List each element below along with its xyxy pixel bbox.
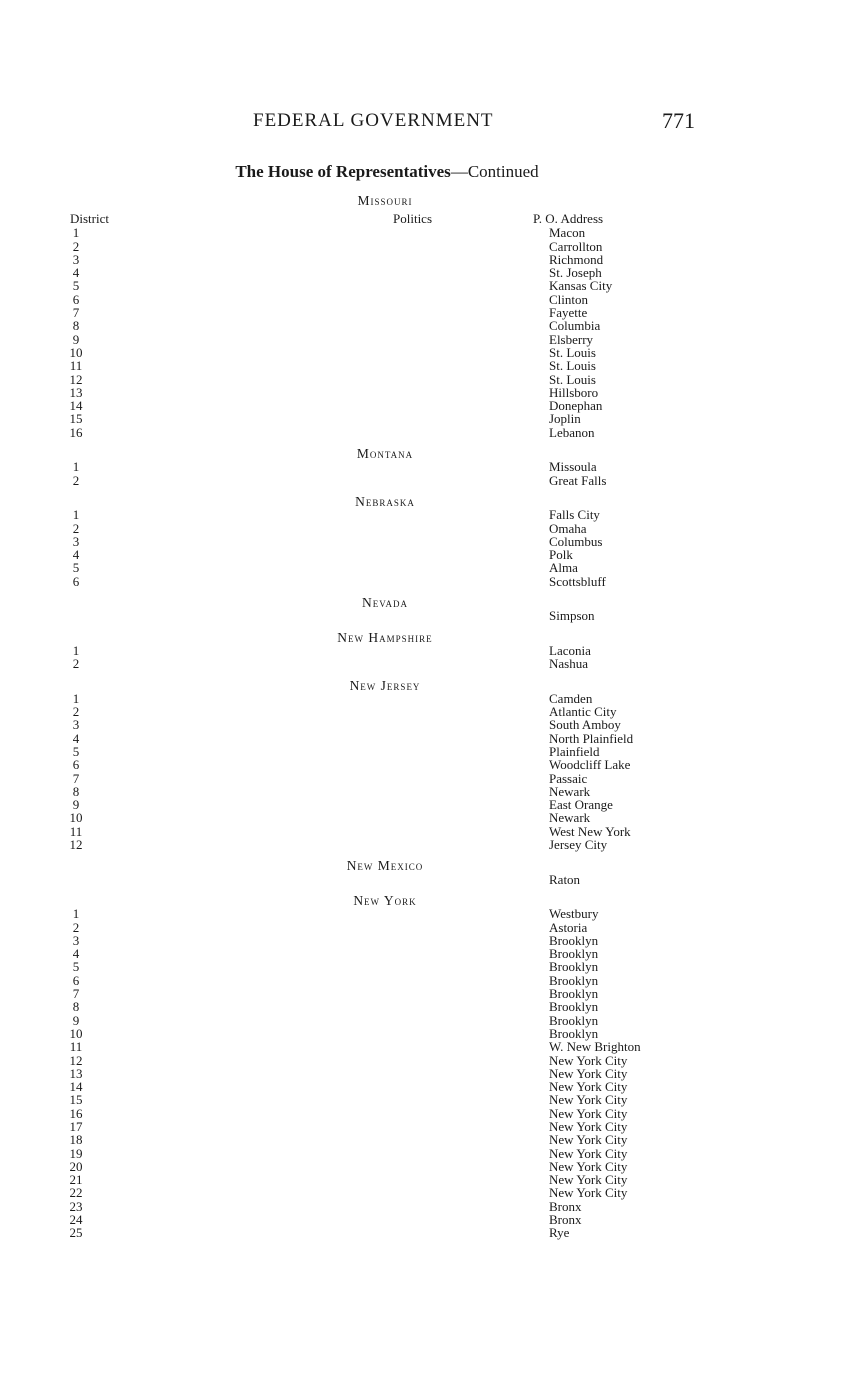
post-office-address: Fayette (549, 305, 588, 321)
state-heading: New Mexico (346, 858, 424, 874)
post-office-address: Brooklyn (549, 946, 599, 962)
post-office-address: Plainfield (549, 743, 600, 759)
member-row (0, 1014, 859, 1027)
member-row (0, 319, 859, 332)
post-office-address: Missoula (549, 459, 597, 475)
post-office-address: Nashua (549, 656, 588, 672)
post-office-address: New York City (549, 1079, 628, 1095)
post-office-address: Alma (549, 560, 578, 576)
district-number: 13 (69, 384, 83, 400)
district-number: 25 (69, 1225, 83, 1241)
member-row (0, 609, 859, 622)
member-row (0, 399, 859, 412)
post-office-address: Newark (549, 783, 591, 799)
state-heading: Nebraska (355, 493, 415, 509)
district-number: 10 (69, 344, 83, 360)
running-head: FEDERAL GOVERNMENT (253, 110, 494, 131)
district-number: 10 (69, 810, 83, 826)
member-row (0, 811, 859, 824)
member-row (0, 1186, 859, 1199)
post-office-address: East Orange (549, 797, 613, 813)
district-number: 12 (69, 371, 83, 387)
post-office-address: Woodcliff Lake (549, 757, 631, 773)
member-row (0, 293, 859, 306)
district-number: 13 (69, 1065, 83, 1081)
post-office-address: Passaic (549, 770, 588, 786)
post-office-address: Omaha (549, 520, 587, 536)
district-number: 8 (72, 999, 80, 1015)
district-number: 5 (72, 743, 80, 759)
district-number: 18 (69, 1132, 83, 1148)
representatives-list (0, 194, 859, 1240)
post-office-address: Donephan (549, 398, 603, 414)
district-number: 1 (72, 459, 80, 475)
district-number: 1 (72, 906, 80, 922)
member-row (0, 386, 859, 399)
district-number: 16 (69, 424, 83, 440)
section-gap (0, 671, 859, 679)
section-gap (0, 487, 859, 495)
member-row (0, 575, 859, 588)
member-row (0, 508, 859, 521)
section-title-main: The House of Representatives (235, 162, 451, 181)
district-number: 5 (72, 278, 80, 294)
state-heading: New Jersey (349, 677, 421, 693)
member-row (0, 266, 859, 279)
post-office-address: Macon (549, 225, 586, 241)
district-number: 11 (69, 358, 83, 374)
member-row (0, 838, 859, 851)
district-number: 12 (69, 1052, 83, 1068)
district-number: 15 (69, 1092, 83, 1108)
district-number: 2 (72, 704, 80, 720)
post-office-address: Joplin (549, 411, 581, 427)
district-number: 19 (69, 1145, 83, 1161)
member-row (0, 1226, 859, 1239)
district-number: 7 (72, 770, 80, 786)
district-number: 9 (72, 1012, 80, 1028)
post-office-address: New York City (549, 1105, 628, 1121)
district-number: 2 (72, 472, 80, 488)
post-office-address: Lebanon (549, 424, 595, 440)
post-office-address: South Amboy (549, 717, 621, 733)
post-office-address: Brooklyn (549, 999, 599, 1015)
district-number: 11 (69, 823, 83, 839)
member-row (0, 226, 859, 239)
member-row (0, 1120, 859, 1133)
district-number: 12 (69, 837, 83, 853)
post-office-address: Camden (549, 690, 593, 706)
section-gap (0, 439, 859, 447)
member-row (0, 373, 859, 386)
post-office-address: New York City (549, 1145, 628, 1161)
post-office-address: Great Falls (549, 472, 607, 488)
section-title (0, 162, 774, 182)
member-row (0, 522, 859, 535)
member-row (0, 1173, 859, 1186)
district-number: 1 (72, 507, 80, 523)
member-row (0, 705, 859, 718)
post-office-address: Falls City (549, 507, 600, 523)
member-row (0, 960, 859, 973)
member-row (0, 987, 859, 1000)
post-office-address: Hillsboro (549, 384, 599, 400)
member-row (0, 1147, 859, 1160)
district-number: 1 (72, 225, 80, 241)
post-office-address: New York City (549, 1092, 628, 1108)
district-number: 22 (69, 1185, 83, 1201)
section-gap (0, 588, 859, 596)
address-column-header: P. O. Address (533, 211, 604, 227)
member-row (0, 1107, 859, 1120)
politics-column-header: Politics (393, 211, 433, 227)
district-number: 2 (72, 656, 80, 672)
member-row (0, 561, 859, 574)
member-row (0, 1067, 859, 1080)
post-office-address: Brooklyn (549, 986, 599, 1002)
district-number: 20 (69, 1158, 83, 1174)
member-row (0, 825, 859, 838)
post-office-address: St. Louis (549, 358, 596, 374)
section-title-continued: —Continued (450, 162, 539, 181)
post-office-address: St. Louis (549, 344, 596, 360)
member-row (0, 921, 859, 934)
district-number: 6 (72, 757, 80, 773)
post-office-address: New York City (549, 1132, 628, 1148)
post-office-address: New York City (549, 1158, 628, 1174)
district-number: 3 (72, 533, 80, 549)
member-row (0, 644, 859, 657)
member-row (0, 346, 859, 359)
state-heading: Missouri (357, 193, 413, 208)
district-number: 6 (72, 573, 80, 589)
member-row (0, 732, 859, 745)
member-row (0, 873, 859, 886)
member-row (0, 1200, 859, 1213)
post-office-address: Rye (549, 1225, 570, 1241)
post-office-address: Astoria (549, 919, 588, 935)
district-number: 2 (72, 919, 80, 935)
state-heading: New Hampshire (337, 629, 433, 645)
district-number: 8 (72, 318, 80, 334)
district-number: 23 (69, 1198, 83, 1214)
member-row (0, 460, 859, 473)
district-number: 5 (72, 959, 80, 975)
member-row (0, 772, 859, 785)
member-row (0, 1080, 859, 1093)
district-number: 2 (72, 238, 80, 254)
post-office-address: Westbury (549, 906, 599, 922)
member-row (0, 1160, 859, 1173)
post-office-address: Newark (549, 810, 591, 826)
district-number: 9 (72, 331, 80, 347)
post-office-address: Brooklyn (549, 972, 599, 988)
state-heading: Montana (356, 446, 414, 462)
member-row (0, 934, 859, 947)
post-office-address: Scottsbluff (549, 573, 606, 589)
member-row (0, 474, 859, 487)
member-row (0, 1040, 859, 1053)
post-office-address: North Plainfield (549, 730, 634, 746)
district-number: 9 (72, 797, 80, 813)
member-row (0, 1213, 859, 1226)
post-office-address: Brooklyn (549, 1025, 599, 1041)
post-office-address: Raton (549, 871, 581, 887)
district-number: 4 (72, 730, 80, 746)
post-office-address: Carrollton (549, 238, 603, 254)
district-number: 10 (69, 1025, 83, 1041)
column-headers (0, 211, 859, 226)
district-number: 14 (69, 398, 83, 414)
post-office-address: New York City (549, 1065, 628, 1081)
post-office-address: W. New Brighton (549, 1039, 641, 1055)
district-number: 6 (72, 291, 80, 307)
member-row (0, 758, 859, 771)
member-row (0, 1093, 859, 1106)
post-office-address: Bronx (549, 1198, 582, 1214)
post-office-address: Brooklyn (549, 959, 599, 975)
member-row (0, 745, 859, 758)
district-number: 1 (72, 690, 80, 706)
district-number: 6 (72, 972, 80, 988)
member-row (0, 657, 859, 670)
post-office-address: Kansas City (549, 278, 613, 294)
member-row (0, 535, 859, 548)
post-office-address: New York City (549, 1052, 628, 1068)
post-office-address: Clinton (549, 291, 589, 307)
district-number: 15 (69, 411, 83, 427)
member-row (0, 692, 859, 705)
district-number: 7 (72, 986, 80, 1002)
member-row (0, 279, 859, 292)
post-office-address: Laconia (549, 642, 591, 658)
member-row (0, 412, 859, 425)
district-number: 5 (72, 560, 80, 576)
district-number: 14 (69, 1079, 83, 1095)
member-row (0, 253, 859, 266)
member-row (0, 947, 859, 960)
member-row (0, 240, 859, 253)
district-number: 3 (72, 932, 80, 948)
district-column-header: District (70, 211, 109, 227)
district-number: 16 (69, 1105, 83, 1121)
member-row (0, 426, 859, 439)
post-office-address: New York City (549, 1119, 628, 1134)
post-office-address: New York City (549, 1185, 628, 1201)
district-number: 4 (72, 946, 80, 962)
section-gap (0, 851, 859, 859)
member-row (0, 1054, 859, 1067)
district-number: 4 (72, 547, 80, 563)
member-row (0, 548, 859, 561)
district-number: 1 (72, 642, 80, 658)
member-row (0, 1000, 859, 1013)
post-office-address: Columbia (549, 318, 601, 334)
district-number: 17 (69, 1119, 83, 1134)
district-number: 4 (72, 265, 80, 281)
district-number: 2 (72, 520, 80, 536)
member-row (0, 1133, 859, 1146)
post-office-address: Bronx (549, 1212, 582, 1228)
district-number: 3 (72, 717, 80, 733)
post-office-address: Elsberry (549, 331, 594, 347)
district-number: 7 (72, 305, 80, 321)
post-office-address: West New York (549, 823, 631, 839)
post-office-address: Columbus (549, 533, 603, 549)
page-number: 771 (662, 108, 695, 133)
state-heading: Nevada (361, 595, 409, 611)
post-office-address: Polk (549, 547, 573, 563)
district-number: 11 (69, 1039, 83, 1055)
member-row (0, 798, 859, 811)
district-number: 3 (72, 251, 80, 267)
member-row (0, 333, 859, 346)
post-office-address: St. Louis (549, 371, 596, 387)
post-office-address: St. Joseph (549, 265, 602, 281)
post-office-address: Brooklyn (549, 932, 599, 948)
member-row (0, 907, 859, 920)
member-row (0, 974, 859, 987)
state-heading: New York (353, 892, 417, 908)
section-gap (0, 886, 859, 894)
district-number: 21 (69, 1172, 83, 1188)
post-office-address: Atlantic City (549, 704, 617, 720)
post-office-address: Richmond (549, 251, 604, 267)
member-row (0, 359, 859, 372)
member-row (0, 785, 859, 798)
post-office-address: Brooklyn (549, 1012, 599, 1028)
post-office-address: Simpson (549, 608, 595, 624)
member-row (0, 718, 859, 731)
post-office-address: New York City (549, 1172, 628, 1188)
district-number: 8 (72, 783, 80, 799)
district-number: 24 (69, 1212, 83, 1228)
member-row (0, 306, 859, 319)
post-office-address: Jersey City (549, 837, 608, 853)
member-row (0, 1027, 859, 1040)
page-header (0, 110, 859, 136)
